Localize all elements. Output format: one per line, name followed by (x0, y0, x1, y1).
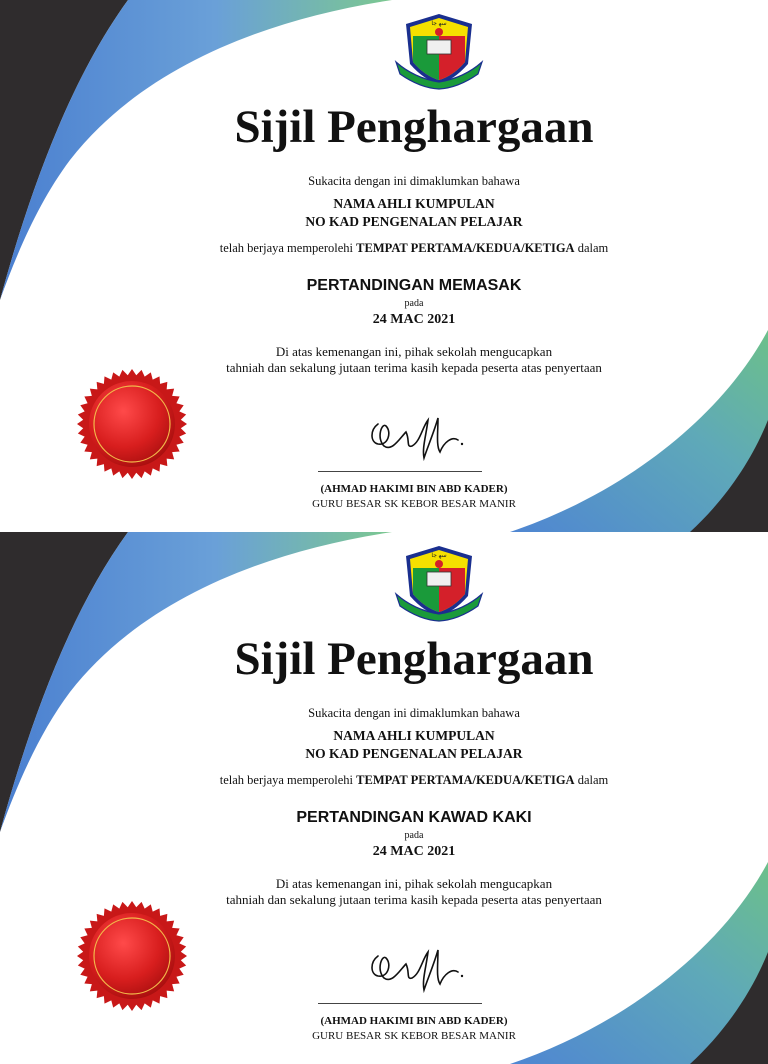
school-crest-logo (394, 12, 484, 90)
svg-text:ﺳﻬ ﺟﺎ: ﺳﻬ ﺟﺎ (431, 20, 447, 27)
certificate-title: Sijil Penghargaan (234, 633, 594, 685)
signature-line (318, 1003, 482, 1004)
school-crest-logo (394, 544, 484, 622)
student-id: NO KAD PENGENALAN PELAJAR (305, 214, 523, 229)
on-label: pada (404, 298, 424, 309)
message-line-1: Di atas kemenangan ini, pihak sekolah mengucapkan (275, 344, 553, 359)
event-date: 24 MAC 2021 (372, 312, 456, 327)
certificate-title: Sijil Penghargaan (234, 101, 594, 153)
intro-text: Sukacita dengan ini dimaklumkan bahawa (308, 706, 520, 720)
signatory-title: GURU BESAR SK KEBOR BESAR MANIR (312, 1030, 516, 1042)
signatory-name: (AHMAD HAKIMI BIN ABD KADER) (320, 1015, 508, 1027)
message-line-2: tahniah dan sekalung jutaan terima kasih kepada peserta atas penyertaan (226, 360, 602, 375)
red-seal-icon (76, 900, 188, 1012)
red-seal-icon (76, 368, 188, 480)
achievement-line (30, 773, 768, 788)
achieved-prefix: telah berjaya memperolehi (219, 773, 354, 787)
signatory-title: GURU BESAR SK KEBOR BESAR MANIR (312, 498, 516, 510)
on-label: pada (404, 830, 424, 841)
student-id: NO KAD PENGENALAN PELAJAR (305, 746, 523, 761)
event-name: PERTANDINGAN MEMASAK (306, 277, 522, 294)
intro-text: Sukacita dengan ini dimaklumkan bahawa (308, 174, 520, 188)
event-name: PERTANDINGAN KAWAD KAKI (296, 809, 532, 826)
signatory-name: (AHMAD HAKIMI BIN ABD KADER) (320, 483, 508, 495)
certificate (0, 532, 768, 1064)
member-name: NAMA AHLI KUMPULAN (333, 196, 495, 211)
message-line-2: tahniah dan sekalung jutaan terima kasih kepada peserta atas penyertaan (226, 892, 602, 907)
signature-line (318, 471, 482, 472)
member-name: NAMA AHLI KUMPULAN (333, 728, 495, 743)
placement: TEMPAT PERTAMA/KEDUA/KETIGA (356, 773, 575, 787)
svg-text:ﺳﻬ ﺟﺎ: ﺳﻬ ﺟﺎ (431, 552, 447, 559)
achieved-prefix: telah berjaya memperolehi (219, 241, 354, 255)
achieved-suffix: dalam (577, 773, 609, 787)
signature (366, 402, 466, 464)
signature (366, 934, 466, 996)
achievement-line (30, 241, 768, 256)
placement: TEMPAT PERTAMA/KEDUA/KETIGA (356, 241, 575, 255)
message-line-1: Di atas kemenangan ini, pihak sekolah mengucapkan (275, 876, 553, 891)
event-date: 24 MAC 2021 (372, 844, 456, 859)
achieved-suffix: dalam (577, 241, 609, 255)
